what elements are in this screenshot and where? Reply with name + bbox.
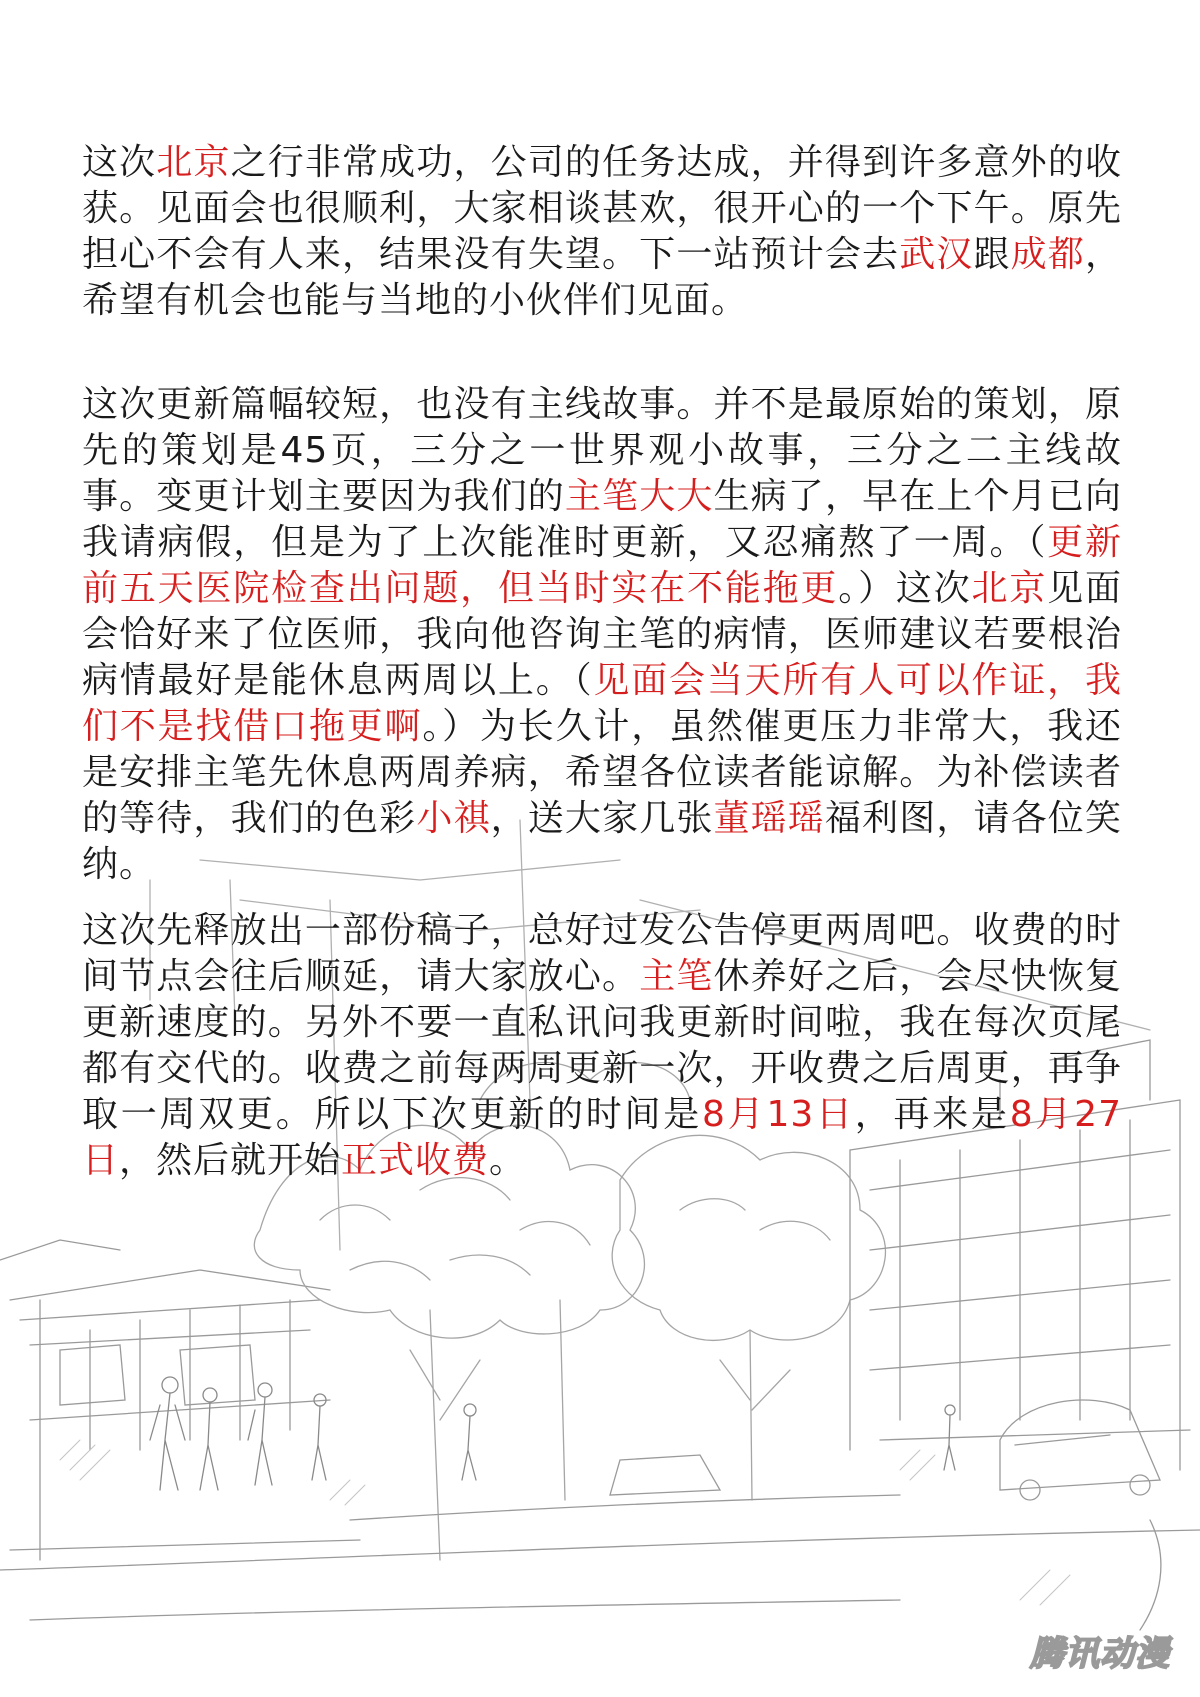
highlighted-text: 8月13日	[702, 1094, 855, 1135]
street-sketch	[0, 1400, 1200, 1630]
tencent-comics-watermark: 腾讯动漫	[1030, 1634, 1170, 1674]
highlighted-text: 正式收费	[341, 1140, 490, 1181]
highlighted-text: 见面会当天所有人可以作证，我们不是找借口拖更啊	[82, 660, 1122, 747]
body-text: 这次先释放出一部份稿子，总好过发公告停更两周吧。收费的时间节点会往后顺延，请大家放心。	[82, 910, 1122, 997]
body-text: ，然后就开始	[119, 1140, 342, 1181]
highlighted-text: 更新前五天医院检查出问题，但当时实在不能拖更	[82, 522, 1122, 609]
body-text: 这次	[82, 142, 157, 183]
body-text: ，送大家几张	[490, 798, 714, 839]
body-text: 。	[489, 1140, 527, 1181]
body-text: 休养好之后，会尽快恢复更新速度的。另外不要一直私讯问我更新时间啦，我在每次页尾都有交代的。收费之前每两周更新一次，开收费之后周更，再争取一周双更。所以下次更新的时间是	[82, 956, 1122, 1135]
highlighted-text: 武汉	[899, 234, 974, 275]
body-text: 生病了，早在上个月已向我请病假，但是为了上次能准时更新，又忍痛熬了一周。（	[82, 476, 1122, 563]
highlighted-text: 主笔	[639, 956, 714, 997]
highlighted-text: 北京	[971, 568, 1048, 609]
body-text: 福利图，请各位笑纳。	[82, 798, 1122, 885]
paragraph-beijing-trip	[82, 140, 1122, 324]
highlighted-text: 成都	[1010, 234, 1085, 275]
pedestrians-sketch	[150, 1377, 955, 1490]
highlighted-text: 8月27日	[82, 1094, 1122, 1181]
paragraph-schedule	[82, 908, 1122, 1184]
highlighted-text: 董瑶瑶	[713, 798, 825, 839]
body-text: 跟	[973, 234, 1011, 275]
body-text: 见面会恰好来了位医师，我向他咨询主笔的病情，医师建议若要根治病情最好是能休息两周以上。（	[82, 568, 1122, 701]
body-text: 。）为长久计，虽然催更压力非常大，我还是安排主笔先休息两周养病，希望各位读者能谅解。为补偿读者的等待，我们的色彩	[82, 706, 1122, 839]
body-text: 。）这次	[838, 568, 972, 609]
body-text: ，再来是	[854, 1094, 1010, 1135]
highlighted-text: 主笔大大	[564, 476, 714, 517]
paragraph-update-delay	[82, 382, 1122, 888]
body-text: ，希望有机会也能与当地的小伙伴们见面。	[82, 234, 1122, 321]
body-text: 之行非常成功，公司的任务达成，并得到许多意外的收获。见面会也很顺利，大家相谈甚欢，很开心的一个下午。原先担心不会有人来，结果没有失望。下一站预计会去	[82, 142, 1122, 275]
body-text: 这次更新篇幅较短，也没有主线故事。并不是最原始的策划，原先的策划是45页，三分之一世界观小故事，三分之二主线故事。变更计划主要因为我们的	[82, 384, 1122, 517]
highlighted-text: 北京	[156, 142, 231, 183]
hatching-sketch	[60, 1440, 1070, 1605]
highlighted-text: 小祺	[416, 798, 491, 839]
